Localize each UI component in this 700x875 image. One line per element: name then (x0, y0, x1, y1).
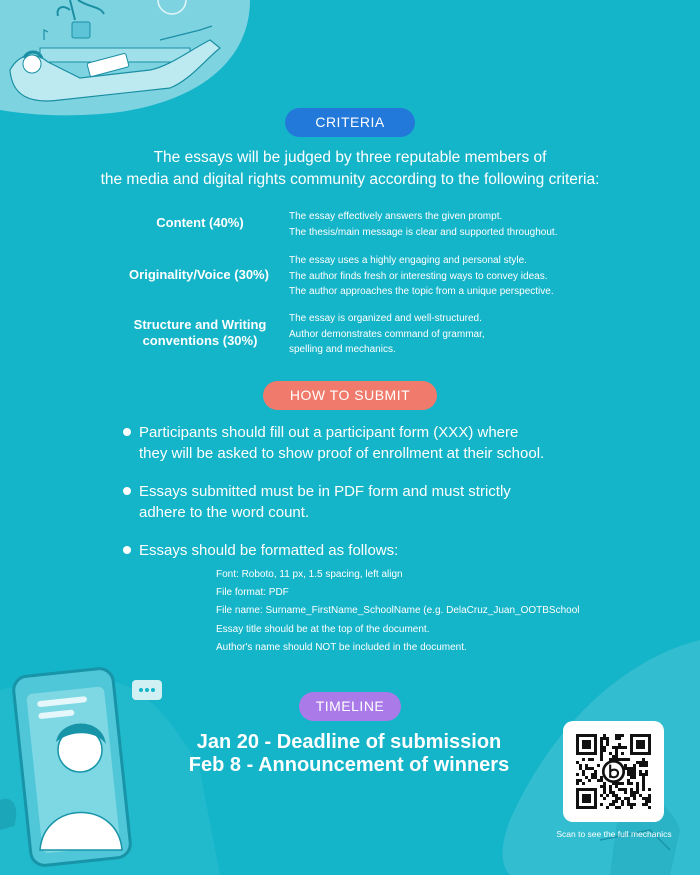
format-line: Font: Roboto, 11 px, 1.5 spacing, left align (216, 569, 403, 580)
bullet-dot-icon (123, 546, 131, 554)
criterion-desc-structure (289, 311, 619, 358)
submit-bullet (123, 422, 613, 464)
bullet-dot-icon (123, 487, 131, 495)
criteria-intro-line: The essays will be judged by three reputable members of (153, 149, 547, 166)
criterion-label-line: Originality/Voice (30%) (129, 267, 269, 282)
submit-bullet-line: adhere to the word count. (139, 504, 310, 521)
criteria-intro (0, 147, 700, 191)
format-line: File name: Surname_FirstName_SchoolName (e.g. DelaCruz_Juan_OOTBSchool (216, 605, 580, 616)
qr-code-icon (576, 734, 651, 809)
submit-bullet-line: Participants should fill out a participant form (XXX) where (139, 424, 519, 441)
criterion-label-structure (115, 317, 285, 349)
criterion-label-line: conventions (30%) (142, 333, 258, 348)
criteria-intro-line: the media and digital rights community according to the following criteria: (100, 171, 600, 188)
qr-code-card[interactable] (563, 721, 664, 822)
format-line: Essay title should be at the top of the document. (216, 624, 430, 635)
qr-caption: Scan to see the full mechanics (556, 829, 672, 839)
criterion-label-line: Content (40%) (156, 215, 244, 230)
timeline-heading: TIMELINE (299, 692, 401, 721)
criterion-desc-line: spelling and mechanics. (289, 344, 396, 355)
format-line: File format: PDF (216, 587, 289, 598)
timeline-item: Feb 8 - Announcement of winners (188, 754, 510, 776)
format-line: Author's name should NOT be included in the document. (216, 642, 467, 653)
criterion-desc-line: The essay effectively answers the given prompt. (289, 211, 503, 222)
criterion-desc-line: The essay is organized and well-structured. (289, 313, 482, 324)
timeline-item: Jan 20 - Deadline of submission (196, 731, 502, 753)
submit-bullet-line: Essays submitted must be in PDF form and must strictly (139, 483, 511, 500)
person-on-couch-illustration (0, 0, 290, 120)
criterion-desc-line: Author demonstrates command of grammar, (289, 328, 485, 340)
submit-bullet-line: they will be asked to show proof of enrollment at their school. (139, 445, 545, 462)
criterion-label-originality (114, 267, 284, 283)
criterion-desc-line: The author approaches the topic from a unique perspective. (289, 286, 554, 297)
criterion-label-content (115, 215, 285, 231)
submit-bullet-line: Essays should be formatted as follows: (139, 542, 399, 559)
criterion-label-line: Structure and Writing (133, 317, 267, 332)
criterion-desc-line: The essay uses a highly engaging and personal style. (289, 255, 527, 266)
criterion-desc-line: The author finds fresh or interesting ways to convey ideas. (289, 270, 548, 282)
submit-bullet (123, 540, 613, 561)
bullet-dot-icon (123, 428, 131, 436)
submit-bullet (123, 481, 613, 523)
criteria-heading: CRITERIA (285, 108, 415, 137)
how-to-submit-heading: HOW TO SUBMIT (263, 381, 437, 410)
criterion-desc-originality (289, 253, 619, 300)
criterion-desc-content (289, 209, 619, 240)
criterion-desc-line: The thesis/main message is clear and supported throughout. (289, 226, 558, 238)
